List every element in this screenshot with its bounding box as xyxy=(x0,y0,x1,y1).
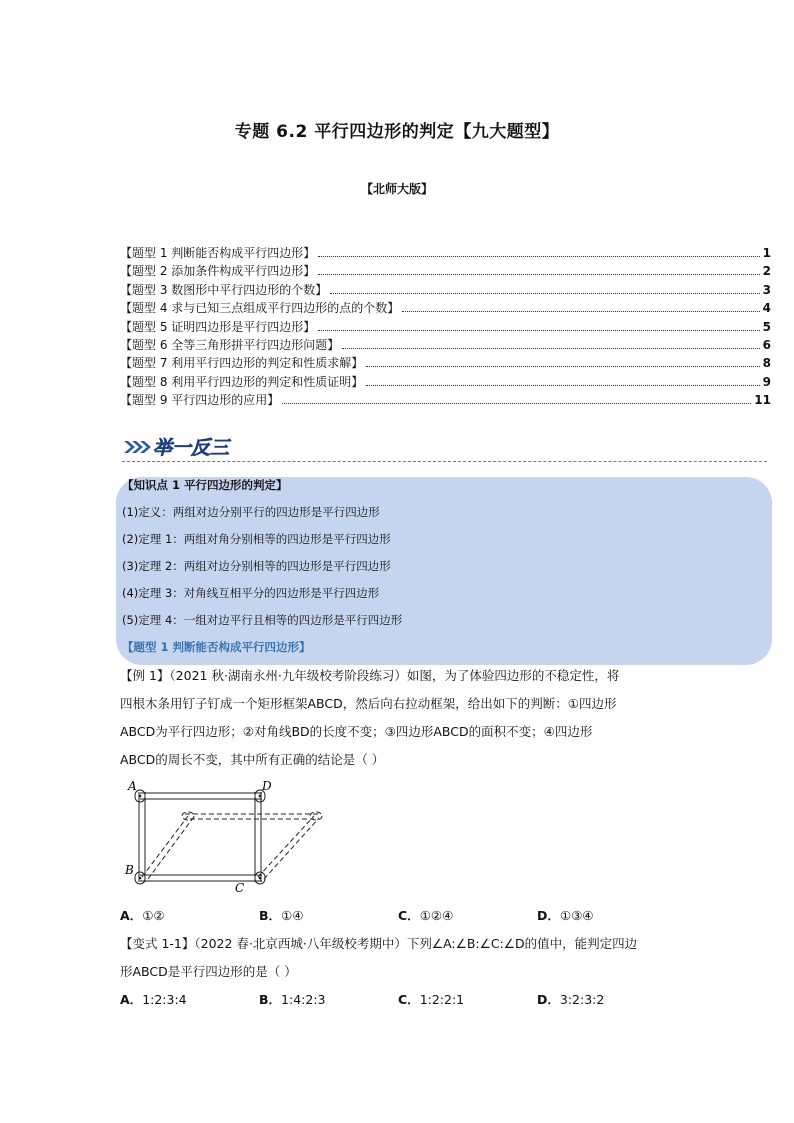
variant-line: 形ABCD是平行四边形的是（ ） xyxy=(120,964,297,979)
toc-leader-dots xyxy=(366,376,759,386)
choice-letter: A． xyxy=(120,908,143,923)
answer-choice[interactable] xyxy=(259,990,325,1008)
choice-letter: C． xyxy=(398,992,420,1007)
choice-letter: A． xyxy=(120,992,143,1007)
question-type-heading: 【题型 1 判断能否构成平行四边形】 xyxy=(122,640,311,654)
toc-leader-dots xyxy=(330,284,759,294)
toc-page-number: 9 xyxy=(762,374,771,389)
toc-page-number: 5 xyxy=(762,319,771,334)
toc-entry[interactable] xyxy=(120,244,771,262)
section-banner xyxy=(122,431,252,463)
knowledge-line: (1)定义：两组对边分别平行的四边形是平行四边形 xyxy=(122,505,380,519)
example-line: ABCD的周长不变，其中所有正确的结论是（ ） xyxy=(120,752,385,767)
answer-choice[interactable] xyxy=(537,990,604,1008)
toc-entry[interactable] xyxy=(120,354,771,372)
choice-letter: C． xyxy=(398,908,420,923)
toc-leader-dots xyxy=(318,265,759,275)
edition-label: 【北师大版】 xyxy=(360,182,433,196)
knowledge-heading: 【知识点 1 平行四边形的判定】 xyxy=(122,478,288,492)
choice-text: ①② xyxy=(142,908,165,923)
answer-choice[interactable] xyxy=(259,906,303,924)
toc-page-number: 6 xyxy=(762,337,771,352)
choice-text: 1:4:2:3 xyxy=(281,992,326,1007)
answer-choice[interactable] xyxy=(398,906,453,924)
answer-choice[interactable] xyxy=(398,990,464,1008)
dashed-divider xyxy=(122,461,767,462)
toc-label: 【题型 5 证明四边形是平行四边形】 xyxy=(120,319,316,334)
choice-text: 1:2:3:4 xyxy=(142,992,187,1007)
toc-label: 【题型 2 添加条件构成平行四边形】 xyxy=(120,264,316,279)
toc-leader-dots xyxy=(366,357,759,367)
toc-entry[interactable] xyxy=(120,281,771,299)
toc-page-number: 8 xyxy=(762,356,771,371)
choice-text: 3:2:3:2 xyxy=(559,992,605,1007)
banner-title: 举一反三 xyxy=(153,437,230,459)
variant-line: 【变式 1-1】（2022 春·北京西城·八年级校考期中）下列∠A:∠B:∠C:∠D的值中，能判定四边 xyxy=(120,936,638,951)
choice-text: ①③④ xyxy=(559,908,594,923)
toc-label: 【题型 6 全等三角形拼平行四边形问题】 xyxy=(120,337,340,352)
toc-entry[interactable] xyxy=(120,318,771,336)
choice-letter: D． xyxy=(537,992,560,1007)
vertex-label-b: B xyxy=(125,863,134,877)
toc-label: 【题型 4 求与已知三点组成平行四边形的点的个数】 xyxy=(120,301,400,316)
toc-entry[interactable] xyxy=(120,391,771,409)
toc-entry[interactable] xyxy=(120,299,771,317)
banner-arrows-icon xyxy=(122,431,252,463)
choice-text: ①②④ xyxy=(419,908,454,923)
answer-choice[interactable] xyxy=(537,906,594,924)
toc-leader-dots xyxy=(318,321,759,331)
document-title: 专题 6.2 平行四边形的判定【九大题型】 xyxy=(234,122,560,142)
toc-entry[interactable] xyxy=(120,336,771,354)
toc-leader-dots xyxy=(402,302,759,312)
toc-leader-dots xyxy=(342,339,759,349)
toc-page-number: 11 xyxy=(754,393,771,408)
example-line: ABCD为平行四边形；②对角线BD的长度不变；③四边形ABCD的面积不变；④四边形 xyxy=(120,724,593,739)
toc-label: 【题型 3 数图形中平行四边形的个数】 xyxy=(120,282,328,297)
toc-entry[interactable] xyxy=(120,262,771,280)
frame-figure xyxy=(122,776,332,896)
choice-letter: D． xyxy=(537,908,560,923)
toc-page-number: 3 xyxy=(762,282,771,297)
toc-page-number: 2 xyxy=(762,264,771,279)
toc-label: 【题型 7 利用平行四边形的判定和性质求解】 xyxy=(120,356,364,371)
choice-letter: B． xyxy=(259,992,282,1007)
toc-entry[interactable] xyxy=(120,373,771,391)
toc-leader-dots xyxy=(318,247,759,257)
knowledge-line: (5)定理 4：一组对边平行且相等的四边形是平行四边形 xyxy=(122,613,403,627)
vertex-label-c: C xyxy=(235,881,245,895)
example-line: 【例 1】（2021 秋·湖南永州·九年级校考阶段练习）如图，为了体验四边形的不稳定性，将 xyxy=(120,668,620,683)
choice-letter: B． xyxy=(259,908,282,923)
table-of-contents xyxy=(120,244,771,410)
choice-text: ①④ xyxy=(281,908,304,923)
toc-label: 【题型 1 判断能否构成平行四边形】 xyxy=(120,246,316,260)
example-line: 四根木条用钉子钉成一个矩形框架ABCD，然后向右拉动框架，给出如下的判断：①四边形 xyxy=(120,696,617,711)
vertex-label-d: D xyxy=(262,779,272,793)
toc-page-number: 4 xyxy=(762,301,771,316)
choice-text: 1:2:2:1 xyxy=(419,992,465,1007)
toc-label: 【题型 9 平行四边形的应用】 xyxy=(120,393,280,408)
vertex-label-a: A xyxy=(128,779,137,793)
knowledge-box xyxy=(116,477,772,665)
toc-label: 【题型 8 利用平行四边形的判定和性质证明】 xyxy=(120,374,364,389)
knowledge-line: (4)定理 3：对角线互相平分的四边形是平行四边形 xyxy=(122,586,380,600)
knowledge-line: (2)定理 1：两组对角分别相等的四边形是平行四边形 xyxy=(122,532,391,546)
toc-leader-dots xyxy=(282,394,751,404)
knowledge-line: (3)定理 2：两组对边分别相等的四边形是平行四边形 xyxy=(122,559,391,573)
toc-page-number: 1 xyxy=(762,246,771,260)
answer-choice[interactable] xyxy=(120,906,165,924)
answer-choice[interactable] xyxy=(120,990,187,1008)
